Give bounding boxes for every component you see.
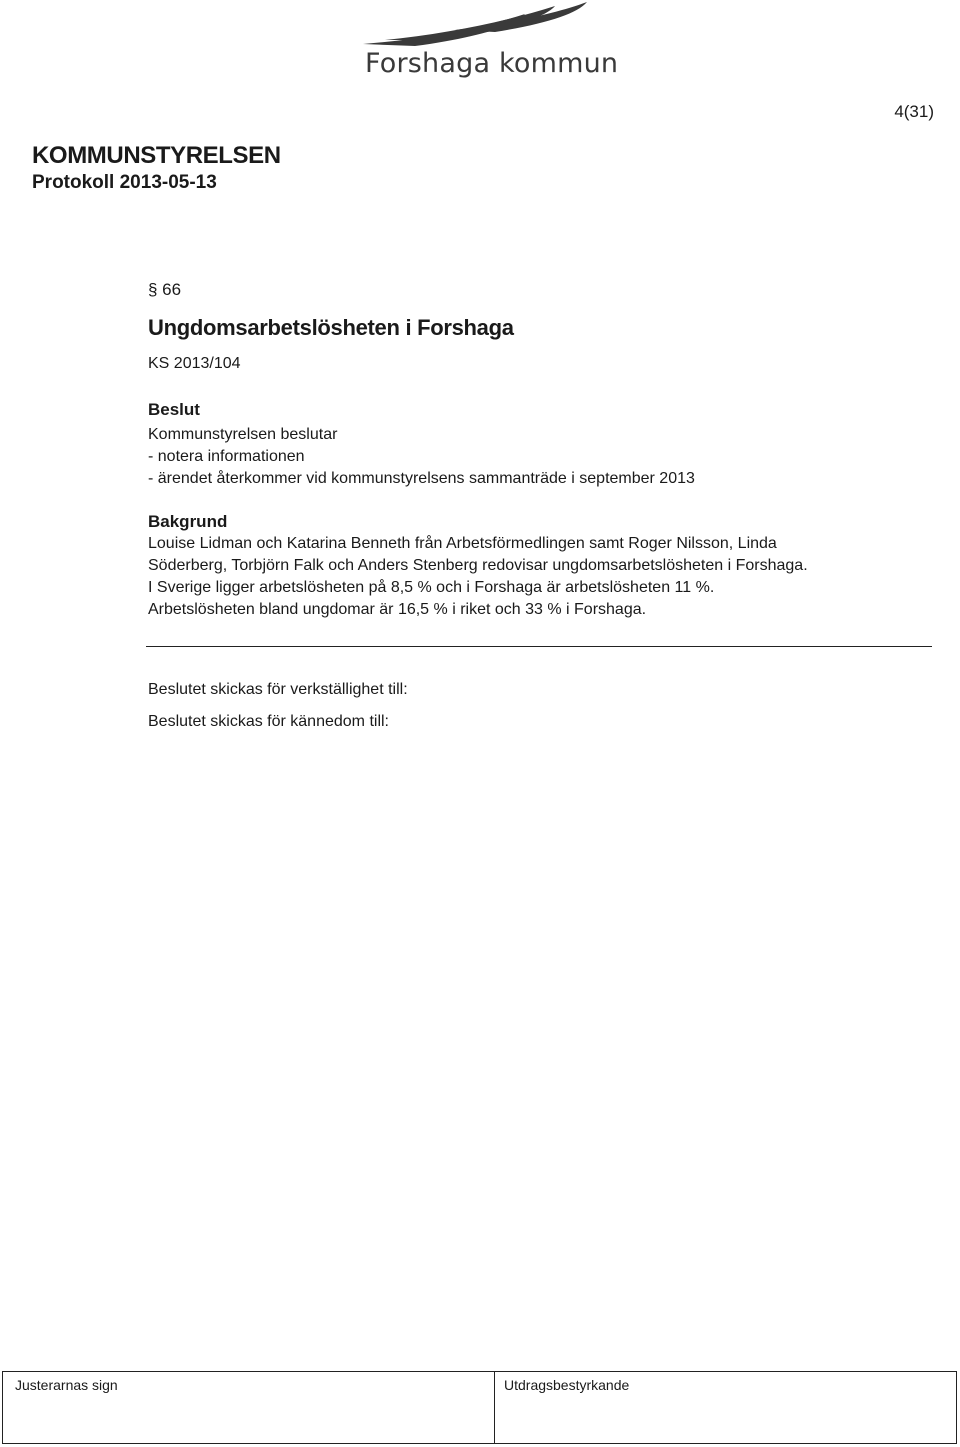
section-title: Ungdomsarbetslösheten i Forshaga [148,315,514,340]
decision-line: Kommunstyrelsen beslutar [148,426,338,443]
decision-line: - ärendet återkommer vid kommunstyrelsens sammanträde i september 2013 [148,470,695,487]
distribution-execution: Beslutet skickas för verkställighet till: [148,681,408,698]
forshaga-logo [355,0,619,90]
distribution-information: Beslutet skickas för kännedom till: [148,713,389,730]
organization-name: KOMMUNSTYRELSEN [32,142,281,169]
logo-text: Forshaga kommun [365,48,619,79]
background-line: I Sverige ligger arbetslösheten på 8,5 % och i Forshaga är arbetslösheten 11 %. [148,579,715,596]
case-id: KS 2013/104 [148,355,241,372]
wave-logo-icon [355,0,615,50]
divider [146,646,932,647]
decision-heading: Beslut [148,400,200,419]
protocol-date: Protokoll 2013-05-13 [32,172,217,193]
section-number: § 66 [148,280,182,299]
footer-label-sign: Justerarnas sign [15,1377,118,1393]
footer-divider [494,1372,495,1443]
decision-line: - notera informationen [148,448,305,465]
background-heading: Bakgrund [148,512,228,531]
background-line: Söderberg, Torbjörn Falk och Anders Stenberg redovisar ungdomsarbetslösheten i Forshaga. [148,557,808,574]
footer-label-certify: Utdragsbestyrkande [504,1377,630,1393]
background-line: Louise Lidman och Katarina Benneth från Arbetsförmedlingen samt Roger Nilsson, Linda [148,535,777,552]
background-line: Arbetslösheten bland ungdomar är 16,5 % i riket och 33 % i Forshaga. [148,601,647,618]
page-number: 4(31) [894,102,934,121]
signature-footer [2,1371,957,1444]
